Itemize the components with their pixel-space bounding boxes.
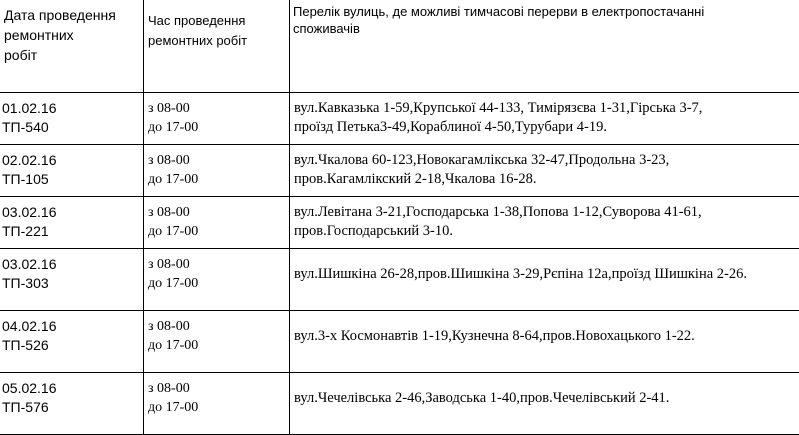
date-value: 03.02.16 bbox=[2, 203, 143, 222]
time-cell bbox=[144, 197, 290, 249]
substation-value: ТП-303 bbox=[2, 274, 143, 293]
date-value: 01.02.16 bbox=[2, 99, 143, 118]
date-cell bbox=[0, 373, 144, 435]
date-value: 03.02.16 bbox=[2, 255, 143, 274]
time-from: з 08-00 bbox=[148, 379, 289, 398]
header-streets-line: Перелік вулиць, де можливі тимчасові перерви в електропостачанні bbox=[293, 3, 799, 20]
streets-line: вул.3-х Космонавтів 1-19,Кузнечна 8-64,пров.Новохацького 1-22. bbox=[294, 327, 799, 346]
time-to: до 17-00 bbox=[148, 274, 289, 293]
time-cell bbox=[144, 373, 290, 435]
streets-line: вул.Левітана 3-21,Господарська 1-38,Попова 1-12,Суворова 41-61, bbox=[294, 203, 799, 222]
substation-value: ТП-105 bbox=[2, 170, 143, 189]
header-date-line: Дата проведення bbox=[4, 5, 143, 25]
time-cell bbox=[144, 93, 290, 145]
header-time-line: Час проведення bbox=[148, 11, 289, 31]
streets-cell bbox=[290, 197, 799, 249]
streets-line: вул.Кавказька 1-59,Крупської 44-133, Тимірязєва 1-31,Гірська 3-7, bbox=[294, 99, 799, 118]
streets-cell bbox=[290, 93, 799, 145]
time-from: з 08-00 bbox=[148, 203, 289, 222]
table-row bbox=[0, 311, 799, 373]
time-from: з 08-00 bbox=[148, 317, 289, 336]
header-date-line: ремонтних bbox=[4, 25, 143, 45]
header-streets-cell bbox=[290, 0, 799, 93]
table-row bbox=[0, 249, 799, 311]
time-to: до 17-00 bbox=[148, 118, 289, 137]
streets-cell bbox=[290, 249, 799, 311]
streets-cell bbox=[290, 373, 799, 435]
date-value: 04.02.16 bbox=[2, 317, 143, 336]
header-streets-line: споживачів bbox=[293, 20, 799, 37]
date-cell bbox=[0, 197, 144, 249]
time-to: до 17-00 bbox=[148, 398, 289, 417]
date-cell bbox=[0, 145, 144, 197]
table-row bbox=[0, 145, 799, 197]
time-to: до 17-00 bbox=[148, 170, 289, 189]
header-row bbox=[0, 0, 799, 93]
table-row bbox=[0, 373, 799, 435]
streets-line: пров.Господарський 3-10. bbox=[294, 222, 799, 241]
date-cell bbox=[0, 249, 144, 311]
streets-line: вул.Чечелівська 2-46,Заводська 1-40,пров.Чечелівський 2-41. bbox=[294, 389, 799, 408]
date-value: 05.02.16 bbox=[2, 379, 143, 398]
table-row bbox=[0, 93, 799, 145]
header-time-line: ремонтних робіт bbox=[148, 31, 289, 51]
header-date-line: робіт bbox=[4, 45, 143, 65]
substation-value: ТП-540 bbox=[2, 118, 143, 137]
streets-line: вул.Чкалова 60-123,Новокагамлікська 32-47,Продольна 3-23, bbox=[294, 151, 799, 170]
time-to: до 17-00 bbox=[148, 336, 289, 355]
time-from: з 08-00 bbox=[148, 99, 289, 118]
header-date-cell bbox=[0, 0, 144, 93]
substation-value: ТП-221 bbox=[2, 222, 143, 241]
time-from: з 08-00 bbox=[148, 151, 289, 170]
time-cell bbox=[144, 145, 290, 197]
streets-line: пров.Кагамлікский 2-18,Чкалова 16-28. bbox=[294, 170, 799, 189]
table-row bbox=[0, 197, 799, 249]
time-to: до 17-00 bbox=[148, 222, 289, 241]
date-cell bbox=[0, 311, 144, 373]
date-value: 02.02.16 bbox=[2, 151, 143, 170]
streets-line: вул.Шишкіна 26-28,пров.Шишкіна 3-29,Рєпіна 12а,проїзд Шишкіна 2-26. bbox=[294, 265, 799, 284]
streets-cell bbox=[290, 311, 799, 373]
streets-cell bbox=[290, 145, 799, 197]
header-time-cell bbox=[144, 0, 290, 93]
substation-value: ТП-526 bbox=[2, 336, 143, 355]
substation-value: ТП-576 bbox=[2, 398, 143, 417]
date-cell bbox=[0, 93, 144, 145]
time-from: з 08-00 bbox=[148, 255, 289, 274]
time-cell bbox=[144, 249, 290, 311]
time-cell bbox=[144, 311, 290, 373]
streets-line: проїзд Петька3-49,Кораблиної 4-50,Турубари 4-19. bbox=[294, 118, 799, 137]
